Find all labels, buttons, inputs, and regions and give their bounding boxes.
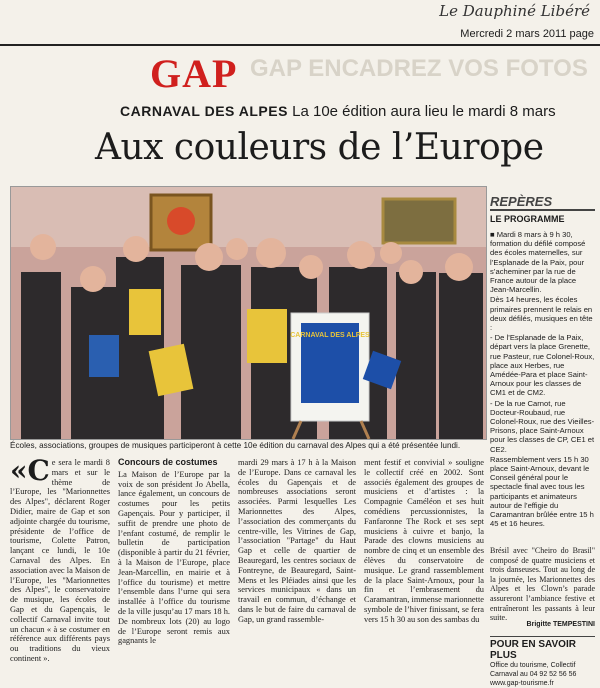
- group-photo: [10, 186, 487, 440]
- date-text: Mercredi 2 mars 2011 page: [460, 28, 594, 40]
- poster-title: CARNAVAL DES ALPES: [290, 332, 370, 339]
- photo-illustration: [11, 187, 486, 439]
- photo-caption: Écoles, associations, groupes de musiques participeront à cette 10e édition du carnaval des Alpes qui a été présentée lundi.: [10, 441, 461, 450]
- column-2-text: La Maison de l’Europe par la voix de son président Jo Abella, lance également, un concours de costumes pour les petits Gapençais. Pour y participer, il suffit de prendre une photo de l’enfant costumé, de remplir le bulletin de participation (disponible à partir du 21 février, à la Maison de l’Europe, place Jean-Marcellin, en mairie et à l’office du tourisme) et mettre l’ensemble dans l’urne qui sera installée à l’office du tourisme de la ville jusqu’au 17 mars 18 h. De nombreux lots (20) au logo de l’Europe seront remis aux gagnants le: [118, 469, 230, 646]
- author-signature: Brigitte TEMPESTINI: [526, 621, 595, 628]
- section-title: GAP: [150, 51, 238, 96]
- article-column-4: [364, 458, 484, 668]
- article-column-1: [10, 458, 110, 668]
- more-info-title: POUR EN SAVOIR PLUS: [490, 639, 576, 661]
- reperes-title: REPÈRES: [490, 194, 595, 211]
- dateline: [0, 28, 600, 46]
- column-3-text: mardi 29 mars à 17 h à la Maison de l’Europe. Dans ce carnaval les écoles du Gapençais et de nombreuses associations seront associées. Parmi lesquelles Les Marionnettes des Alpes, l’association des commerçants du centre-ville, les Vitrines de Gap, l’association "Partage" du Haut Gap et celle de quartier de Beauregard, les centres sociaux de Fontreyne, de Beauregard, Saint-Mens et les Pléiades ainsi que les services municipaux « dans un travail en commun, d’échange et dans le but de faire du carnaval de Gap, un grand rassemble-: [238, 458, 356, 624]
- headline: Aux couleurs de l’Europe: [95, 127, 544, 168]
- drop-quote: «C: [10, 458, 50, 487]
- sidebar-body: Brésil avec "Cheiro do Brasil" composé de quatre musiciens et trois danseuses. Tout au long de la journée, les Marionnettes des Alpes et les Clown’s parade assureront l’ambiance festive et entraîneront les passants à leur suite.: [490, 546, 595, 623]
- column-4-text: ment festif et convivial » souligne le collectif créé en 2002. Sont associés également des groupes de musiciens et d’artistes : la Compagnie Caméléon et ses huit comédiens percussionnistes, la Fanfaronne The Rock et ses sept musiciens à cuivre et banjo, la Parade des clowns musiciens au nombre de cinq et un ensemble des élèves du conservatoire de musique. Le grand rassemblement de la place Saint-Arnoux, pour la fin et l’embrasement du Caramantran, immense marionnette symbole de l’hiver finissant, se fera vers 15 h 30 au son des sambas du: [364, 458, 484, 624]
- masthead: Le Dauphiné Libéré: [439, 2, 590, 20]
- kicker-text: La 10e édition aura lieu le mardi 8 mars: [292, 103, 556, 120]
- programme-item: ■ Mardi 8 mars à 9 h 30, formation du défilé composé des écoles maternelles, sur l’Esplanade de la Paix, pour s’acheminer par la rue de France autour de la place Jean-Marcellin.: [490, 230, 586, 295]
- more-info-text: Office du tourisme, Collectif Carnaval au 04 92 52 56 56 www.gap-tourisme.fr: [490, 662, 577, 687]
- programme-item: Dès 14 heures, les écoles primaires prennent le relais en deux défilés, musiques en tête :: [490, 295, 593, 333]
- programme-item: - De l’Esplanade de la Paix, départ vers la place Grenette, rue Pasteur, rue Colonel-Roux, place aux Herbes, rue Amédée-Para et place Saint-Arnoux pour les classes de CM1 et de CM2.: [490, 333, 595, 398]
- programme-item: Rassemblement vers 15 h 30 place Saint-Arnoux, devant le Conseil général pour le spectacle final avec tous les participants et animateurs autour de l’effigie du Caramantran brûlée entre 15 h 45 et 16 heures.: [490, 454, 594, 529]
- programme-list: [490, 230, 595, 530]
- subhead-costumes: Concours de costumes: [118, 458, 218, 467]
- kicker: [120, 103, 590, 120]
- article-column-3: [238, 458, 356, 668]
- column-1-text: e sera le mardi 8 mars et sur le thème de l’Europe, les "Marionnettes des Alpes", déclarent Roger Didier, maire de Gap et son adjointe chargée du tourisme, présidente de l’office de tourisme, Colette Patron, lançant ce lundi, le 10e Carnaval des Alpes. En association avec la Maison de l’Europe, les "Marionnettes des Alpes", le conservatoire de musique, les écoles de Gap et du Gapençais, le collectif Carnaval invite tout un chacun « à se costumer en référence aux différents pays ou traditions du vieux continent ».: [10, 458, 110, 663]
- ghost-text: GAP ENCADREZ VOS FOTOS: [250, 58, 588, 82]
- more-info-box: [490, 636, 595, 688]
- programme-title: LE PROGRAMME: [490, 214, 565, 224]
- sidebar: [490, 186, 595, 687]
- kicker-bold: CARNAVAL DES ALPES: [120, 103, 288, 119]
- programme-item: - De la rue Carnot, rue Docteur-Roubaud, rue Colonel-Roux, rue des Vieilles-Prisons, place Saint-Arnoux pour les classes de CP, CE1 et CE2.: [490, 398, 595, 454]
- article-column-2: [118, 458, 230, 668]
